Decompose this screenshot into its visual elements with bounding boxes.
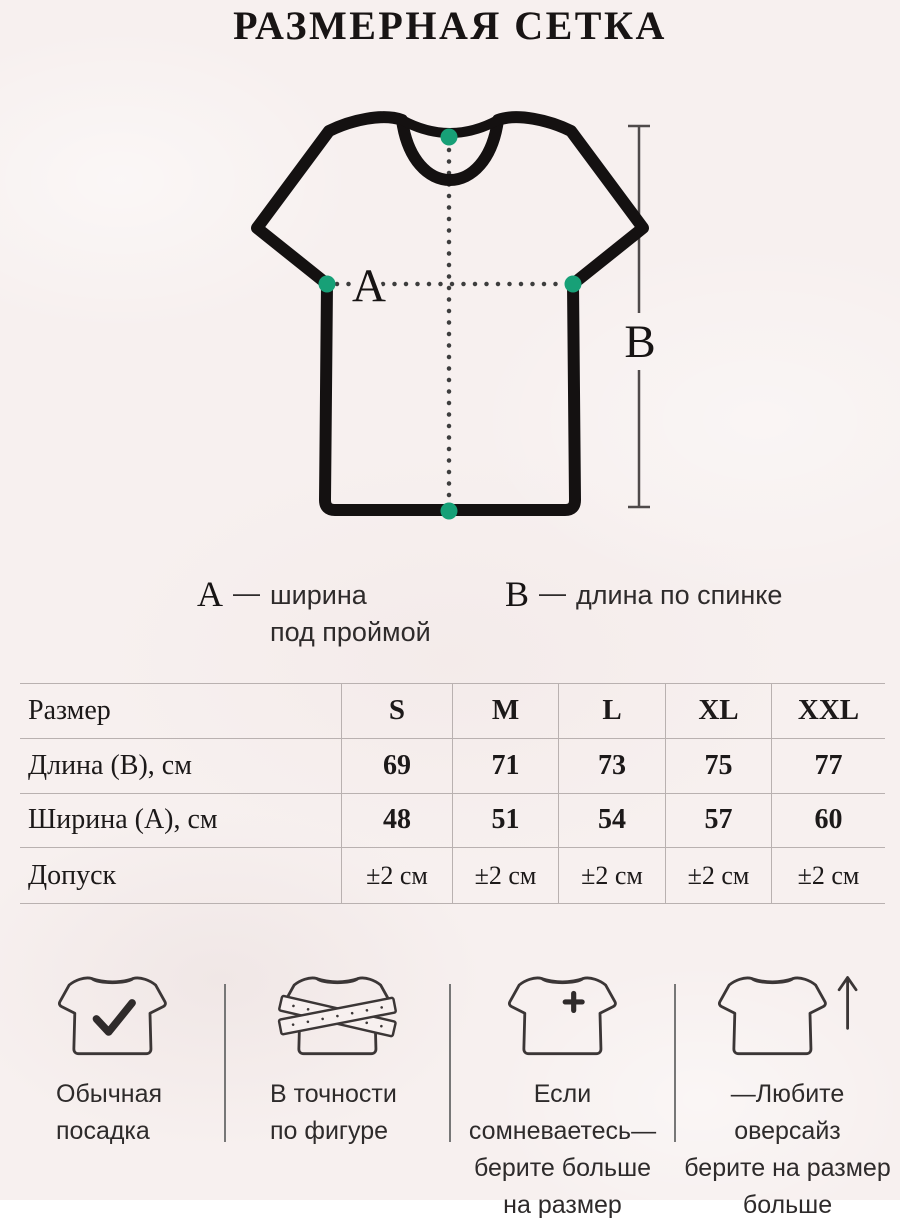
tip-caption	[450, 1076, 675, 1224]
tip-line: Обычная	[56, 1080, 163, 1108]
table-cell: 60	[771, 794, 885, 849]
table-header-label: Размер	[20, 684, 341, 739]
table-row-width-label: Ширина (A), см	[20, 794, 341, 849]
table-cell: ±2 см	[558, 848, 665, 903]
table-header-size-m: M	[452, 684, 558, 739]
tshirt-plus-icon	[506, 970, 619, 1064]
legend-b-text: длина по спинке	[576, 580, 783, 610]
table-cell: 57	[665, 794, 771, 849]
diagram-label-b: B	[624, 316, 656, 368]
tip-line: берите на размер	[684, 1154, 891, 1182]
tip-regular-fit	[0, 966, 225, 1224]
measuring-tape-icon	[279, 996, 396, 1037]
legend-a-dash: —	[233, 578, 260, 608]
table-header-size-xxl: XXL	[771, 684, 885, 739]
tshirt-diagram-icon	[235, 100, 675, 520]
tip-line: по фигуре	[270, 1117, 389, 1145]
table-cell: 75	[665, 739, 771, 794]
table-cell: 77	[771, 739, 885, 794]
diagram-label-a: A	[352, 260, 386, 312]
table-header-size-l: L	[558, 684, 665, 739]
table-cell: 54	[558, 794, 665, 849]
table-row-tolerance-label: Допуск	[28, 859, 117, 891]
tip-line: —Любите оверсайз	[730, 1080, 845, 1145]
table-cell: 51	[452, 794, 558, 849]
table-cell: 73	[558, 739, 665, 794]
legend-a-text	[270, 577, 431, 651]
tip-caption	[225, 1076, 450, 1150]
check-icon	[97, 1003, 133, 1032]
legend-a-line1: ширина	[270, 580, 367, 610]
tip-line: Если сомневаетесь—	[468, 1080, 657, 1145]
table-cell: 48	[341, 794, 452, 849]
tshirt-tape-icon	[281, 970, 394, 1064]
legend-a	[197, 574, 431, 651]
dotted-guides	[337, 150, 567, 504]
tip-line: больше	[742, 1191, 833, 1219]
table-cell: ±2 см	[665, 848, 771, 903]
table-cell: ±2 см	[452, 848, 558, 903]
table-row-length-label: Длина (B), см	[20, 739, 341, 794]
arrow-up-icon	[839, 978, 856, 1029]
legend-b-letter: B	[505, 574, 530, 614]
tshirt-outline	[257, 117, 643, 510]
tip-exact-fit	[225, 966, 450, 1224]
table-header-size-s: S	[341, 684, 452, 739]
tip-caption	[675, 1076, 900, 1224]
tip-line: берите больше	[473, 1154, 652, 1182]
tip-line: посадка	[56, 1117, 150, 1145]
fit-tips-row	[0, 966, 900, 1224]
tip-size-up-if-unsure	[450, 966, 675, 1224]
legend-b	[505, 574, 783, 614]
tshirt-measurement-diagram	[235, 100, 675, 520]
tip-line: на размер	[503, 1191, 622, 1219]
size-table	[20, 683, 885, 904]
page-title: РАЗМЕРНАЯ СЕТКА	[233, 3, 667, 48]
tip-caption	[0, 1076, 225, 1150]
table-cell: ±2 см	[341, 848, 452, 903]
legend-a-letter: A	[197, 574, 223, 614]
table-cell: 69	[341, 739, 452, 794]
table-header-size-xl: XL	[665, 684, 771, 739]
tip-oversize	[675, 966, 900, 1224]
tshirt-check-icon	[56, 970, 169, 1064]
legend-a-line2: под проймой	[270, 617, 431, 647]
table-cell: 71	[452, 739, 558, 794]
legend-b-dash: —	[539, 578, 567, 608]
tip-line: В точности	[270, 1080, 397, 1108]
plus-icon	[565, 994, 582, 1011]
tshirt-arrow-up-icon	[716, 970, 859, 1064]
table-cell: ±2 см	[771, 848, 885, 903]
